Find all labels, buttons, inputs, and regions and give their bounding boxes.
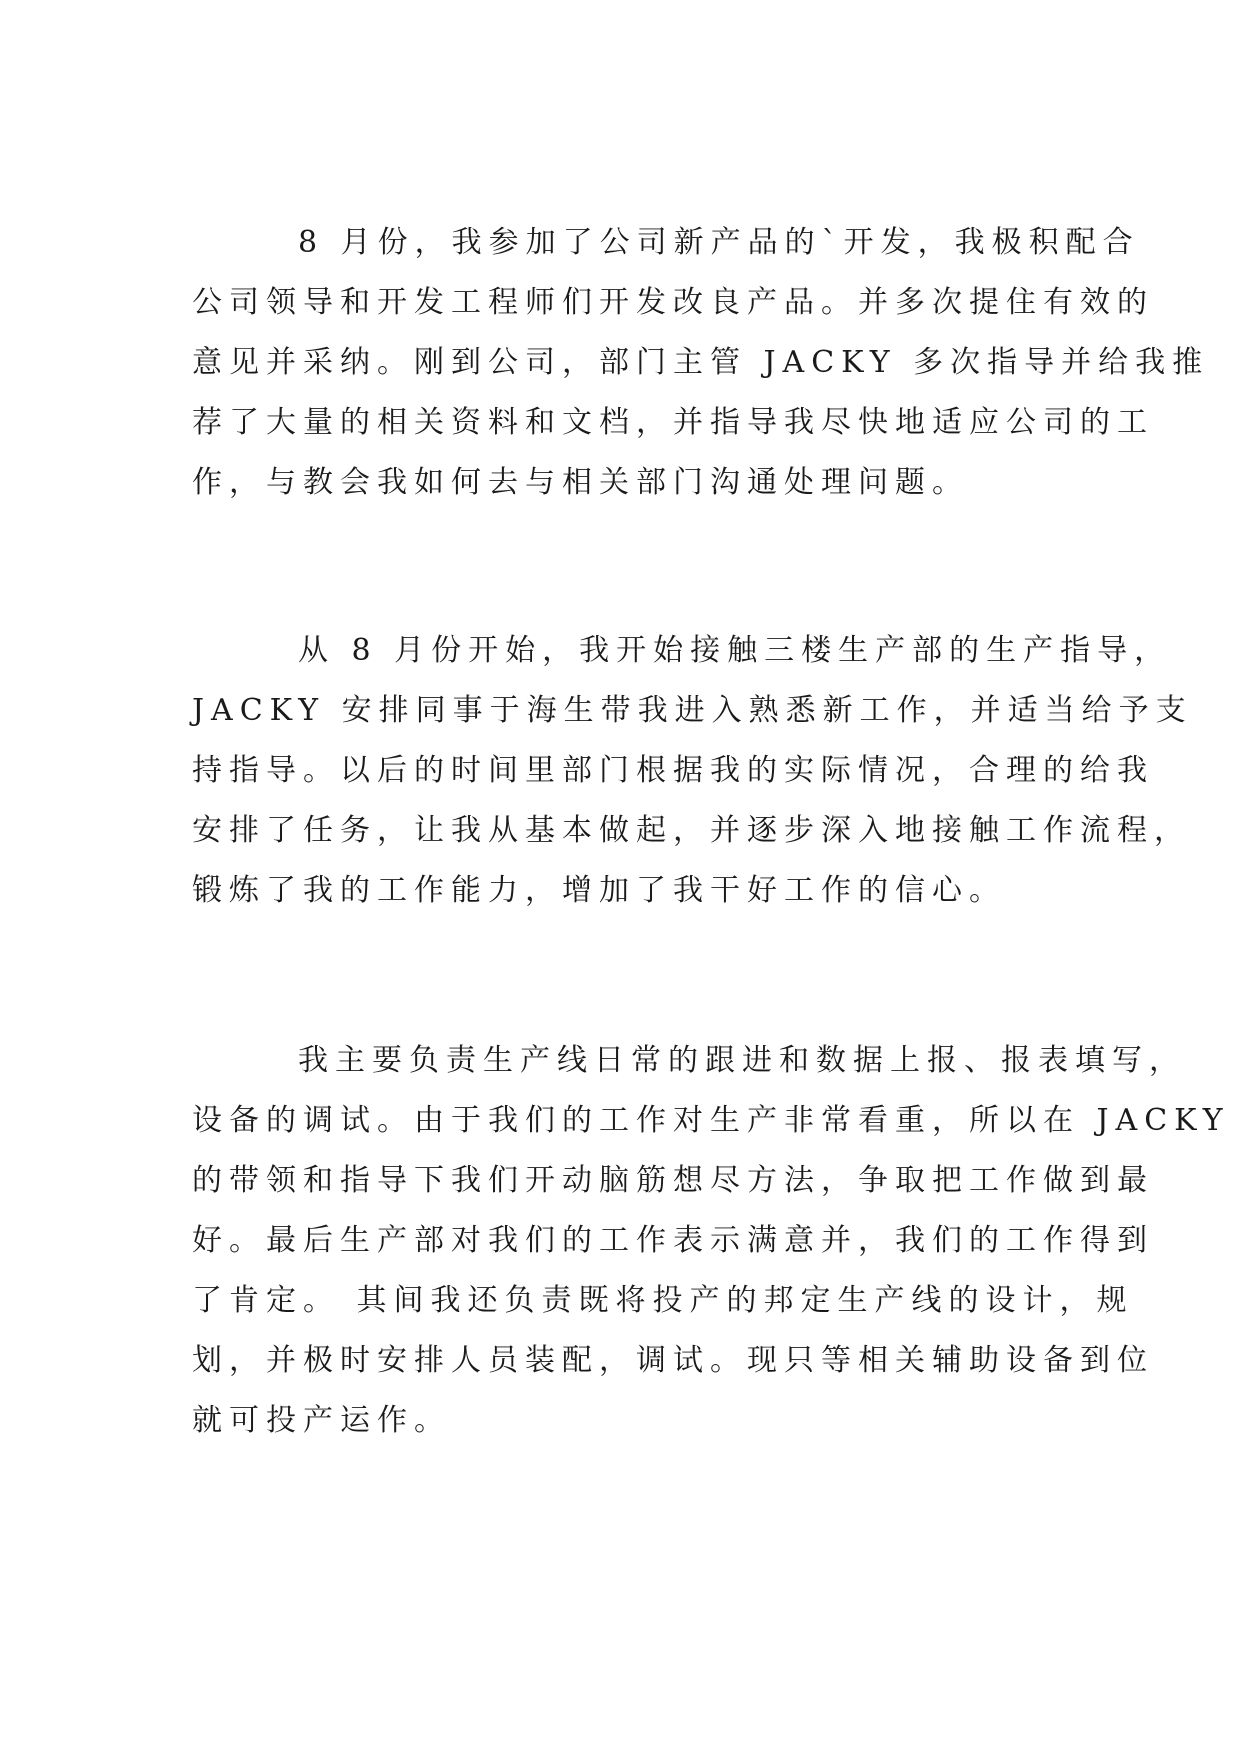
- text-line: 意见并采纳。刚到公司，部门主管 JACKY 多次指导并给我推: [192, 345, 1210, 380]
- text-line: 8 月份，我参加了公司新产品的`开发，我极积配合: [298, 225, 1140, 260]
- text-line: 持指导。以后的时间里部门根据我的实际情况，合理的给我: [192, 753, 1154, 788]
- paragraph-2: [192, 621, 1193, 921]
- text-line: 好。最后生产部对我们的工作表示满意并，我们的工作得到: [192, 1223, 1154, 1258]
- text-line: 了肯定。 其间我还负责既将投产的邦定生产线的设计，规: [192, 1283, 1134, 1318]
- paragraph-3: [192, 1031, 1230, 1451]
- text-line: 荐了大量的相关资料和文档，并指导我尽快地适应公司的工: [192, 405, 1154, 440]
- text-line: 划，并极时安排人员装配，调试。现只等相关辅助设备到位: [192, 1343, 1154, 1378]
- text-line: 安排了任务，让我从基本做起，并逐步深入地接触工作流程，: [192, 813, 1191, 848]
- paragraph-1: [192, 213, 1210, 513]
- text-line: 设备的调试。由于我们的工作对生产非常看重，所以在 JACKY: [192, 1103, 1230, 1138]
- text-line: 的带领和指导下我们开动脑筋想尽方法，争取把工作做到最: [192, 1163, 1154, 1198]
- text-line: 公司领导和开发工程师们开发改良产品。并多次提住有效的: [192, 285, 1154, 320]
- text-line: 作，与教会我如何去与相关部门沟通处理问题。: [192, 465, 969, 500]
- text-line: 从 8 月份开始，我开始接触三楼生产部的生产指导，: [298, 633, 1172, 668]
- text-line: 我主要负责生产线日常的跟进和数据上报、报表填写，: [298, 1043, 1186, 1078]
- text-line: 锻炼了我的工作能力，增加了我干好工作的信心。: [192, 873, 1006, 908]
- text-line: JACKY 安排同事于海生带我进入熟悉新工作，并适当给予支: [192, 693, 1193, 728]
- text-line: 就可投产运作。: [192, 1403, 451, 1438]
